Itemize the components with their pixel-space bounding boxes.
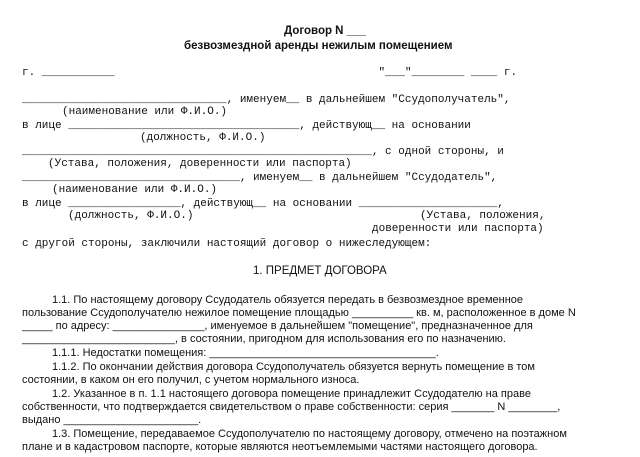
clause-1-2-line-b: собственности, что подтверждается свидетельством о праве собственности: серия _______ N ________, [22, 401, 561, 413]
contract-subtitle: безвозмездной аренды нежилым помещением [184, 40, 453, 52]
lender-representative-line: в лице _________________, действующ__ на основании _____________________, [22, 198, 504, 210]
lender-basis-hint-cont: доверенности или паспорта) [372, 223, 544, 235]
clause-1-1-line-a: 1.1. По настоящему договору Ссудодатель обязуется передать в безвозмездное временное [52, 294, 524, 306]
clause-1-1-1: 1.1.1. Недостатки помещения: _____________________________________. [52, 347, 439, 359]
section-heading: 1. ПРЕДМЕТ ДОГОВОРА [253, 265, 387, 277]
city-date-line: г. ___________ "___"________ ____ г. [22, 67, 518, 79]
clause-1-1-line-d: _________________________, в состоянии, пригодном для использования его по назначению. [22, 333, 506, 345]
clause-1-1-2-line-a: 1.1.2. По окончании действия договора Ссудополучатель обязуется вернуть помещение в том [52, 361, 535, 373]
lender-name-line: _________________________________, именуем__ в дальнейшем "Ссудодатель", [22, 172, 498, 184]
borrower-name-line: _______________________________, именуем__ в дальнейшем "Ссудополучатель", [22, 94, 511, 106]
borrower-name-hint: (наименование или Ф.И.О.) [62, 106, 228, 118]
lender-position-hint: (должность, Ф.И.О.) [68, 210, 194, 222]
clause-1-2-line-a: 1.2. Указанное в п. 1.1 настоящего договора помещение принадлежит Ссудодателю на праве [52, 388, 531, 400]
borrower-representative-line: в лице ___________________________________, действующ__ на основании [22, 120, 471, 132]
clause-1-1-line-c: _____ по адресу: _______________, именуемое в дальнейшем "помещение", предназначенное для [22, 320, 533, 332]
clause-1-3-line-b: плане и в кадастровом паспорте, которые являются неотъемлемыми частями настоящего договора. [22, 441, 538, 453]
clause-1-2-line-c: выдано ______________________. [22, 414, 202, 426]
borrower-position-hint: (должность, Ф.И.О.) [140, 132, 266, 144]
borrower-basis-line: _____________________________________________________, с одной стороны, и [22, 146, 504, 158]
lender-basis-hint: (Устава, положения, [420, 210, 546, 222]
clause-1-1-2-line-b: состоянии, в каком он его получил, с учетом нормального износа. [22, 374, 360, 386]
parties-closing-line: с другой стороны, заключили настоящий договор о нижеследующем: [22, 238, 432, 250]
borrower-basis-hint: (Устава, положения, доверенности или паспорта) [48, 158, 352, 170]
contract-title: Договор N ___ [284, 25, 366, 37]
clause-1-3-line-a: 1.3. Помещение, передаваемое Ссудополучателю по настоящему договору, отмечено на поэтажном [52, 428, 567, 440]
lender-name-hint: (наименование или Ф.И.О.) [52, 184, 218, 196]
clause-1-1-line-b: пользование Ссудополучателю нежилое помещение площадью __________ кв. м, расположенное в доме N [22, 307, 576, 319]
